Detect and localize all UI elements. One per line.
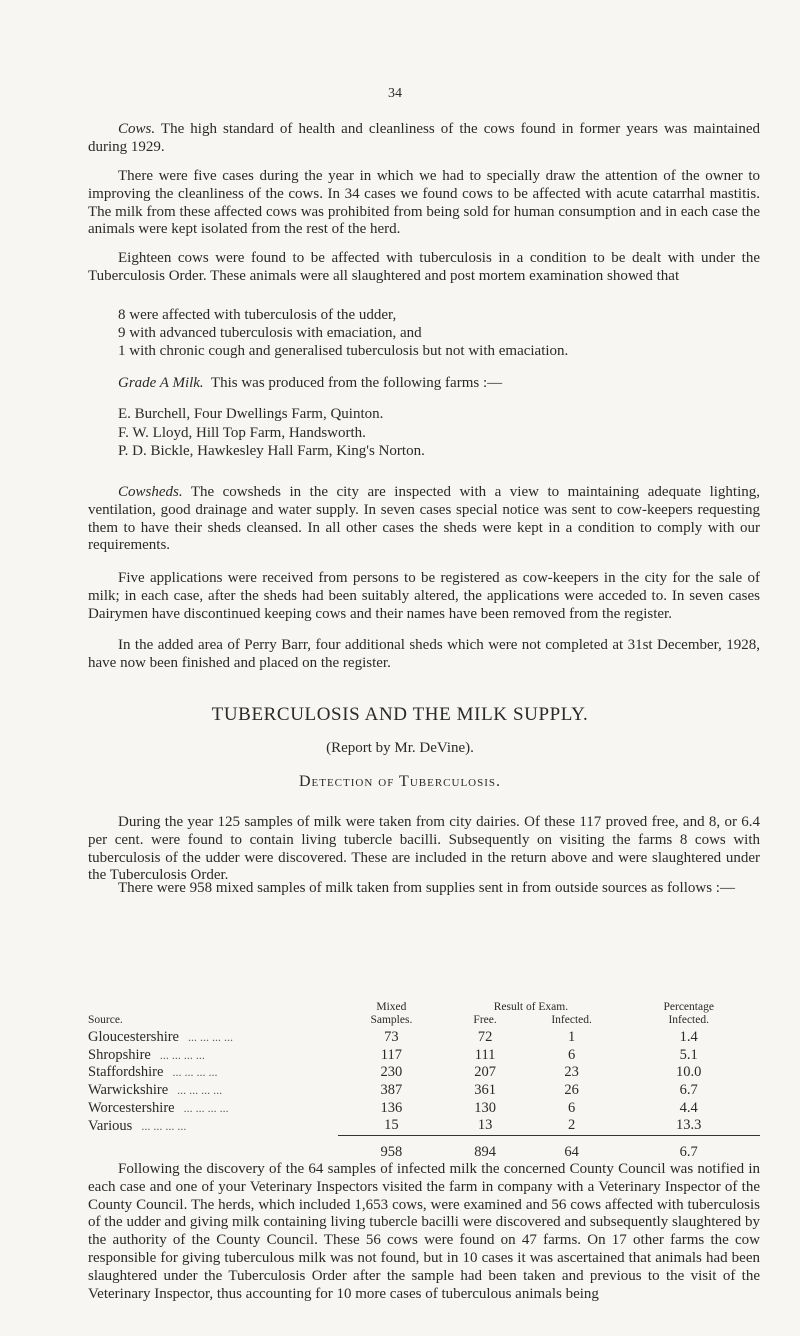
cows-paragraph — [88, 121, 760, 157]
grade-a-intro — [118, 375, 502, 392]
perry-barr-paragraph: In the added area of Perry Barr, four additional sheds which were not completed at 31st December, 1928, have now been finished and placed on the register. — [88, 637, 760, 671]
table-row: Shropshire ... ... ... ... 117 111 6 5.1 — [88, 1046, 698, 1063]
table-header-row — [88, 1001, 760, 1014]
farm-item: P. D. Bickle, Hawkesley Hall Farm, King's Norton. — [118, 443, 425, 459]
dot-leader: ... ... ... ... — [169, 1065, 218, 1080]
outside-samples-paragraph: There were 958 mixed samples of milk taken from supplies sent in from outside sources as follows :— — [118, 880, 735, 896]
header-result-group: Result of Exam. — [493, 1001, 569, 1013]
header-samples-2: Samples. — [370, 1014, 413, 1026]
total-samples: 958 — [338, 1135, 444, 1161]
following-paragraph: Following the discovery of the 64 samples of infected milk the concerned County Council was notified in each case and one of your Veterinary Inspectors visited the farm in company with a Veterinary Inspector of the County Council. The herds, which included 1,653 cows, were examined and 56 cows affected with tuberculosis of the udder and giving milk containing living tubercle bacilli were discovered and subsequently slaughtered by the authority of the County Council. These 56 cows were found on 47 farms. On 17 other farms the cow responsible for giving tuberculous milk was not found, but in 10 cases it was ascertained that animals had been slaughtered under the Tuberculosis Order after the sample had been taken and previous to the visit of the Veterinary Inspector, thus accounting for 10 more cases of tuberculous animals being — [88, 1161, 760, 1302]
dot-leader: ... ... ... ... — [156, 1047, 205, 1062]
cowsheds-paragraph — [88, 484, 760, 555]
mastitis-paragraph: There were five cases during the year in which we had to specially draw the attention of the owner to improving the cleanliness of the cows. In 34 cases we found cows to be affected with acute catarrhal mastitis. The milk from these affected cows was prohibited from being sold for human consumption and in each case the animals were kept isolated from the rest of the herd. — [88, 168, 760, 238]
farm-item: F. W. Lloyd, Hill Top Farm, Handsworth. — [118, 424, 366, 441]
dot-leader: ... ... ... ... — [180, 1100, 229, 1115]
dot-leader: ... ... ... ... — [185, 1030, 233, 1045]
table-header-row — [88, 1014, 760, 1029]
report-by: (Report by Mr. DeVine). — [326, 740, 474, 756]
farm-item: E. Burchell, Four Dwellings Farm, Quinton. — [118, 406, 384, 422]
grade-a-label: Grade A Milk. — [118, 375, 204, 391]
table-row: Worcestershire ... ... ... ... 136 130 6 4.4 — [88, 1099, 698, 1116]
total-infected: 64 — [526, 1135, 618, 1161]
samples-table — [88, 1001, 760, 1161]
header-source: Source. — [88, 1014, 123, 1026]
table-row: Gloucestershire ... ... ... ... 73 72 1 1.4 — [88, 1029, 698, 1046]
tuberculosis-paragraph: Eighteen cows were found to be affected with tuberculosis in a condition to be dealt with under the Tuberculosis Order. These animals were all slaughtered and post mortem examination showed that — [88, 250, 760, 284]
header-percentage: Percentage — [663, 1001, 714, 1013]
table-total-row — [88, 1135, 760, 1161]
finding-item: 1 with chronic cough and generalised tuberculosis but not with emaciation. — [118, 342, 569, 359]
cowsheds-text: The cowsheds in the city are inspected with a view to maintaining adequate lighting, ventilation, good drainage and water supply. In seven cases special notice was sent to cow-keepers requesting them to have their sheds cleansed. In all other cases the sheds were kept in a condition to comply with our requirements. — [88, 484, 760, 554]
dot-leader: ... ... ... ... — [138, 1118, 187, 1133]
cows-label: Cows. — [118, 121, 156, 137]
header-percentage-2: Infected. — [668, 1014, 709, 1026]
table-row: Warwickshire ... ... ... ... 387 361 26 6.7 — [88, 1082, 698, 1099]
detection-heading: Detection of Tuberculosis. — [298, 773, 502, 790]
header-free: Free. — [473, 1014, 497, 1026]
dot-leader: ... ... ... ... — [174, 1083, 223, 1098]
grade-a-text: This was produced from the following farms :— — [210, 375, 503, 391]
grade-a-farm-list — [118, 405, 425, 461]
page-number: 34 — [388, 86, 402, 101]
table-row: Various ... ... ... ... 15 13 2 13.3 — [88, 1117, 702, 1134]
finding-item: 9 with advanced tuberculosis with emaciation, and — [118, 324, 422, 341]
cows-text: The high standard of health and cleanliness of the cows found in former years was maintained during 1929. — [88, 121, 760, 155]
samples-paragraph: During the year 125 samples of milk were taken from city dairies. Of these 117 proved free, and 8, or 6.4 per cent. were found to contain living tubercle bacilli. Subsequently on visiting the farms 8 cows with tuberculosis of the udder were discovered. These are included in the return above and were slaughtered under the Tuberculosis Order. — [88, 814, 760, 884]
table-row: Staffordshire ... ... ... ... 230 207 23 10.0 — [88, 1064, 702, 1081]
section-title: TUBERCULOSIS AND THE MILK SUPPLY. — [211, 704, 589, 725]
header-samples: Mixed — [376, 1001, 407, 1013]
cowsheds-label: Cowsheds. — [118, 484, 183, 500]
finding-item: 8 were affected with tuberculosis of the udder, — [118, 307, 397, 323]
findings-list — [118, 307, 568, 360]
applications-paragraph: Five applications were received from persons to be registered as cow-keepers in the city for the sale of milk; in each case, after the sheds had been suitably altered, the applications were acceded to. In seven cases Dairymen have discontinued keeping cows and their names have been removed from the register. — [88, 570, 760, 622]
total-percentage: 6.7 — [617, 1135, 760, 1161]
total-free: 894 — [444, 1135, 525, 1161]
header-infected: Infected. — [551, 1014, 592, 1026]
